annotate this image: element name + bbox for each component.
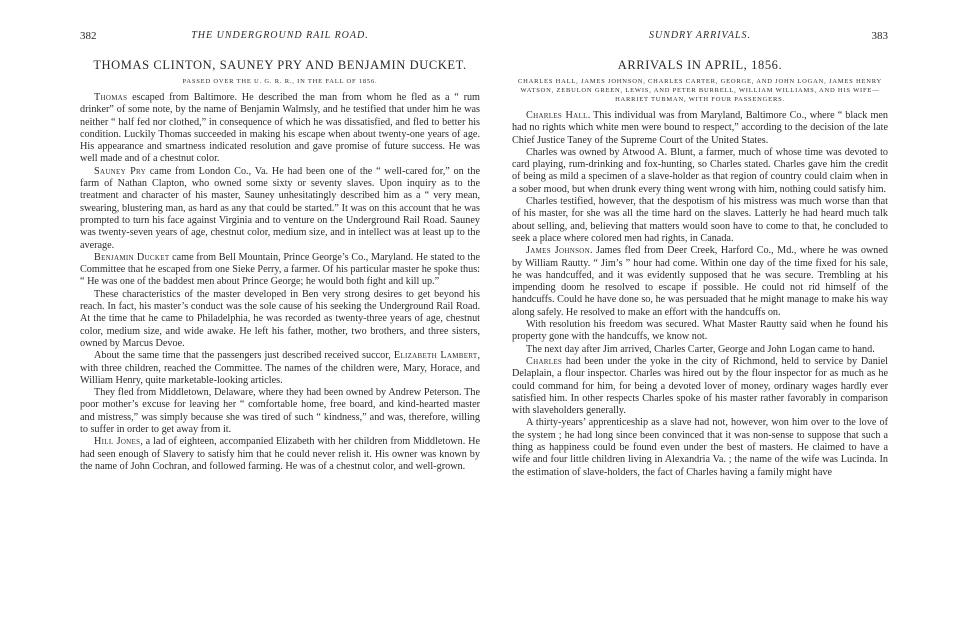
paragraph bbox=[80, 92, 480, 166]
paragraph-text: Charles testified, however, that the despotism of his mistress was much worse than that of his master, for she was all the time hard on the slaves. Latterly he had heard much talk about selling, and, believing that matters would soon have to come to that, he concluded to seek a place where colored men had rights, in Canada. bbox=[512, 196, 888, 244]
paragraph bbox=[80, 166, 480, 252]
right-chapter-subtitle: CHARLES HALL, JAMES JOHNSON, CHARLES CARTER, GEORGE, AND JOHN LOGAN, JAMES HENRY WATSON, ZEBULON GREEN, LEWIS, AND PETER BURRELL, WILLIAM WILLIAMS, AND HIS WIFE—HARRIET TUBMAN, WITH FOUR PASSENGERS. bbox=[517, 78, 883, 103]
paragraph-text: had been under the yoke in the city of Richmond, held to service by Daniel Delaplain, a flour inspector. Charles was hired out by the flour inspector for as much as he could command for him, for being a devoted lover of money, ordinary wages hardly ever satisfied him. In other respects Charles spoke of his master rather favorably in comparison with slaveholders generally. bbox=[512, 355, 888, 417]
paragraph bbox=[512, 356, 888, 417]
left-chapter-subtitle: PASSED OVER THE U. G. R. R., IN THE FALL OF 1856. bbox=[182, 78, 378, 85]
paragraph bbox=[80, 289, 480, 350]
paragraph bbox=[80, 387, 480, 436]
paragraph bbox=[80, 436, 480, 473]
paragraph-text: A thirty-years’ apprenticeship as a slave had not, however, won him over to the love of the system ; he had long since been convinced that it was non-sense to suppose that such a thing as happiness could be found even under the best of masters. He claimed to have a wife and four little children living in Alexandria Va. ; the name of the wife was Lucinda. In the estimation of slave-holders, the fact of Charles having a family might have bbox=[512, 417, 888, 478]
paragraph bbox=[512, 319, 888, 344]
paragraph-text: They fled from Middletown, Delaware, where they had been owned by Andrew Peterson. The poor mother’s excuse for leaving her “ comfortable home, free board, and kind-hearted master and mistress,” was simply because she was tired of such “ kindness,” and was, therefore, willing to suffer in order to get away from it. bbox=[80, 387, 480, 436]
paragraph-text: These characteristics of the master developed in Ben very strong desires to get beyond his reach. In fact, his master’s conduct was the sole cause of his seeking the Underground Rail Road. At the time that he came to Philadelphia, he was recorded as twenty-three years of age, chestnut color, medium size, and wide awake. He left his father, mother, two brothers, and three sisters, owned by Marcus Devoe. bbox=[80, 288, 480, 349]
paragraph-text: , a lad of eighteen, accompanied Elizabeth with her children from Middletown. He had seen enough of Slavery to satisfy him that he could never relish it. His owner was known by the name of John Cochran, and followed farming. He was of a chestnut color, and well-grown. bbox=[80, 436, 480, 472]
paragraph bbox=[80, 252, 480, 289]
paragraph-lead: Charles Hall bbox=[526, 110, 588, 121]
paragraph bbox=[512, 417, 888, 478]
paragraph-lead: James Johnson bbox=[526, 245, 590, 257]
right-chapter-title: ARRIVALS IN APRIL, 1856. bbox=[617, 58, 783, 72]
paragraph bbox=[512, 245, 888, 319]
left-chapter-title: THOMAS CLINTON, SAUNEY PRY AND BENJAMIN DUCKET. bbox=[93, 58, 467, 72]
paragraph-lead: Thomas bbox=[94, 92, 128, 103]
paragraph-lead: Hill Jones bbox=[94, 436, 141, 448]
right-running-head bbox=[512, 30, 888, 48]
paragraph-text: Charles was owned by Atwood A. Blunt, a farmer, much of whose time was devoted to card playing, rum-drinking and fox-hunting, so Charles stated. Charles gave him the credit of being as mild a specimen of a slave-holder as that region of country could claim when in a sober mood, but when drunk every thing went wrong with him, nothing could satisfy him. bbox=[512, 146, 888, 195]
paragraph bbox=[512, 110, 888, 147]
paragraph-lead: Benjamin Ducket bbox=[94, 251, 170, 263]
paragraph-lead: Sauney Pry bbox=[94, 165, 146, 177]
left-running-head bbox=[80, 30, 480, 48]
right-page bbox=[512, 0, 888, 627]
paragraph-text: , with three children, reached the Committee. The names of the children were, Mary, Horace, and William Henry, quite marketable-looking articles. bbox=[80, 350, 480, 386]
paragraph bbox=[512, 196, 888, 245]
left-page-number: 382 bbox=[80, 30, 97, 42]
left-running-title: THE UNDERGROUND RAIL ROAD. bbox=[191, 30, 369, 41]
paragraph bbox=[80, 350, 480, 387]
paragraph-text: came from London Co., Va. He had been one of the “ well-cared for,” on the farm of Nathan Clapton, who owned some sixty or seventy slaves. Upon inquiry as to the treatment and character of his master, Sauney unhesitatingly described him as a “ very mean, swearing, blustering man, as hard as any that could be started.” It was on this account that he was prompted to turn his face against Virginia and to venture on the Underground Rail Road. Sauney was twenty-seven years of age, chestnut color, medium size, and in intellect was at least up to the average. bbox=[80, 165, 480, 251]
paragraph-name: Elizabeth Lambert bbox=[393, 350, 478, 362]
paragraph bbox=[512, 344, 888, 356]
paragraph-lead: Charles bbox=[526, 355, 563, 367]
paragraph-text: . This individual was from Maryland, Baltimore Co., where “ black men had no rights which white men were bound to respect,” according to the decision of the late Chief Justice Taney of the Supreme Court of the United States. bbox=[512, 110, 888, 146]
paragraph-text: came from Bell Mountain, Prince George’s Co., Maryland. He stated to the Committee that he escaped from one Sieke Perry, a farmer. Of his particular master he spoke thus: “ He was one of the baddest men about Prince George; he would both fight and kill up.” bbox=[80, 251, 480, 288]
paragraph-text: The next day after Jim arrived, Charles Carter, George and John Logan came to hand. bbox=[526, 343, 875, 355]
right-body-text bbox=[512, 110, 888, 479]
right-page-number: 383 bbox=[871, 30, 888, 42]
paragraph-text: . James fled from Deer Creek, Harford Co., Md., where he was owned by William Rautty. “ Jim’s ” hour had come. Within one day of the time fixed for his sale, he was handcuffed, and it was evidently supposed that he was secure. Trembling at his impending doom he resolved to escape if possible. He could not rid himself of the handcuffs. Could he have done so, he was persuaded that he might manage to make his way along safely. He resolved to make an effort with the handcuffs on. bbox=[512, 245, 888, 318]
paragraph bbox=[512, 147, 888, 196]
paragraph-text: With resolution his freedom was secured. What Master Rautty said when he found his property gone with the handcuffs, we know not. bbox=[512, 319, 888, 343]
paragraph-text: escaped from Baltimore. He described the man from whom he fled as a “ rum drinker” of some note, by the name of Benjamin Walmsly, and he testified that under him he was neither “ half fed nor clothed,” in consequence of which he was dissatisfied, and fled to better his condition. Luckily Thomas succeeded in making his escape when about twenty-one years of age. His appearance and smartness indicated resolution and gave promise of future success. He was well made and of a chestnut color. bbox=[80, 92, 480, 165]
paragraph-text: About the same time that the passengers just described received succor, bbox=[94, 350, 394, 362]
right-running-title: SUNDRY ARRIVALS. bbox=[648, 30, 752, 41]
left-page bbox=[80, 0, 480, 627]
left-body-text bbox=[80, 92, 480, 473]
